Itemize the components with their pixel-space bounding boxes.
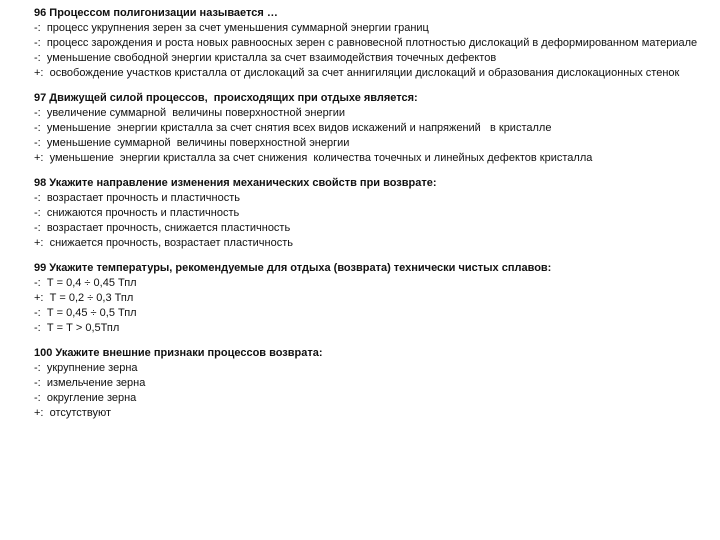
question-98	[34, 176, 704, 251]
answer-option: -: уменьшение энергии кристалла за счет снятия всех видов искажений и напряжений в кристалле	[34, 122, 552, 134]
answer-option: -: округление зерна	[34, 392, 137, 404]
answer-option: -: снижаются прочность и пластичность	[34, 207, 240, 219]
answer-option: +: уменьшение энергии кристалла за счет снижения количества точечных и линейных дефектов кристалла	[34, 152, 593, 164]
question-97	[34, 91, 704, 166]
answer-option: -: возрастает прочность и пластичность	[34, 192, 240, 204]
answer-option: +: Т = 0,2 ÷ 0,3 Тпл	[34, 292, 134, 304]
answer-option: -: уменьшение свободной энергии кристалла за счет взаимодействия точечных дефектов	[34, 52, 497, 64]
question-96	[34, 6, 704, 81]
answer-option: -: измельчение зерна	[34, 377, 146, 389]
answer-option: -: возрастает прочность, снижается пластичность	[34, 222, 291, 234]
question-title: 97 Движущей силой процессов, происходящих при отдыхе является:	[34, 92, 418, 104]
question-title: 96 Процессом полигонизации называется …	[34, 7, 278, 19]
answer-option: +: отсутствуют	[34, 407, 111, 419]
answer-option: -: процесс укрупнения зерен за счет уменьшения суммарной энергии границ	[34, 22, 429, 34]
answer-option: -: уменьшение суммарной величины поверхностной энергии	[34, 137, 350, 149]
question-100	[34, 346, 704, 421]
answer-option: -: укрупнение зерна	[34, 362, 138, 374]
answer-option: -: Т = 0,4 ÷ 0,45 Тпл	[34, 277, 137, 289]
document-page	[34, 6, 704, 431]
question-99	[34, 261, 704, 336]
question-title: 99 Укажите температуры, рекомендуемые для отдыха (возврата) технически чистых сплавов:	[34, 262, 552, 274]
question-title: 98 Укажите направление изменения механических свойств при возврате:	[34, 177, 437, 189]
answer-option: +: освобождение участков кристалла от дислокаций за счет аннигиляции дислокаций и образования дислокационных стенок	[34, 67, 680, 79]
answer-option: -: увеличение суммарной величины поверхностной энергии	[34, 107, 345, 119]
answer-option: -: Т = 0,45 ÷ 0,5 Тпл	[34, 307, 137, 319]
answer-option: -: процесс зарождения и роста новых равноосных зерен с равновесной плотностью дислокаций в деформированном материале	[34, 37, 698, 49]
answer-option: +: снижается прочность, возрастает пластичность	[34, 237, 293, 249]
answer-option: -: Т = Т > 0,5Тпл	[34, 322, 120, 334]
question-title: 100 Укажите внешние признаки процессов возврата:	[34, 347, 323, 359]
